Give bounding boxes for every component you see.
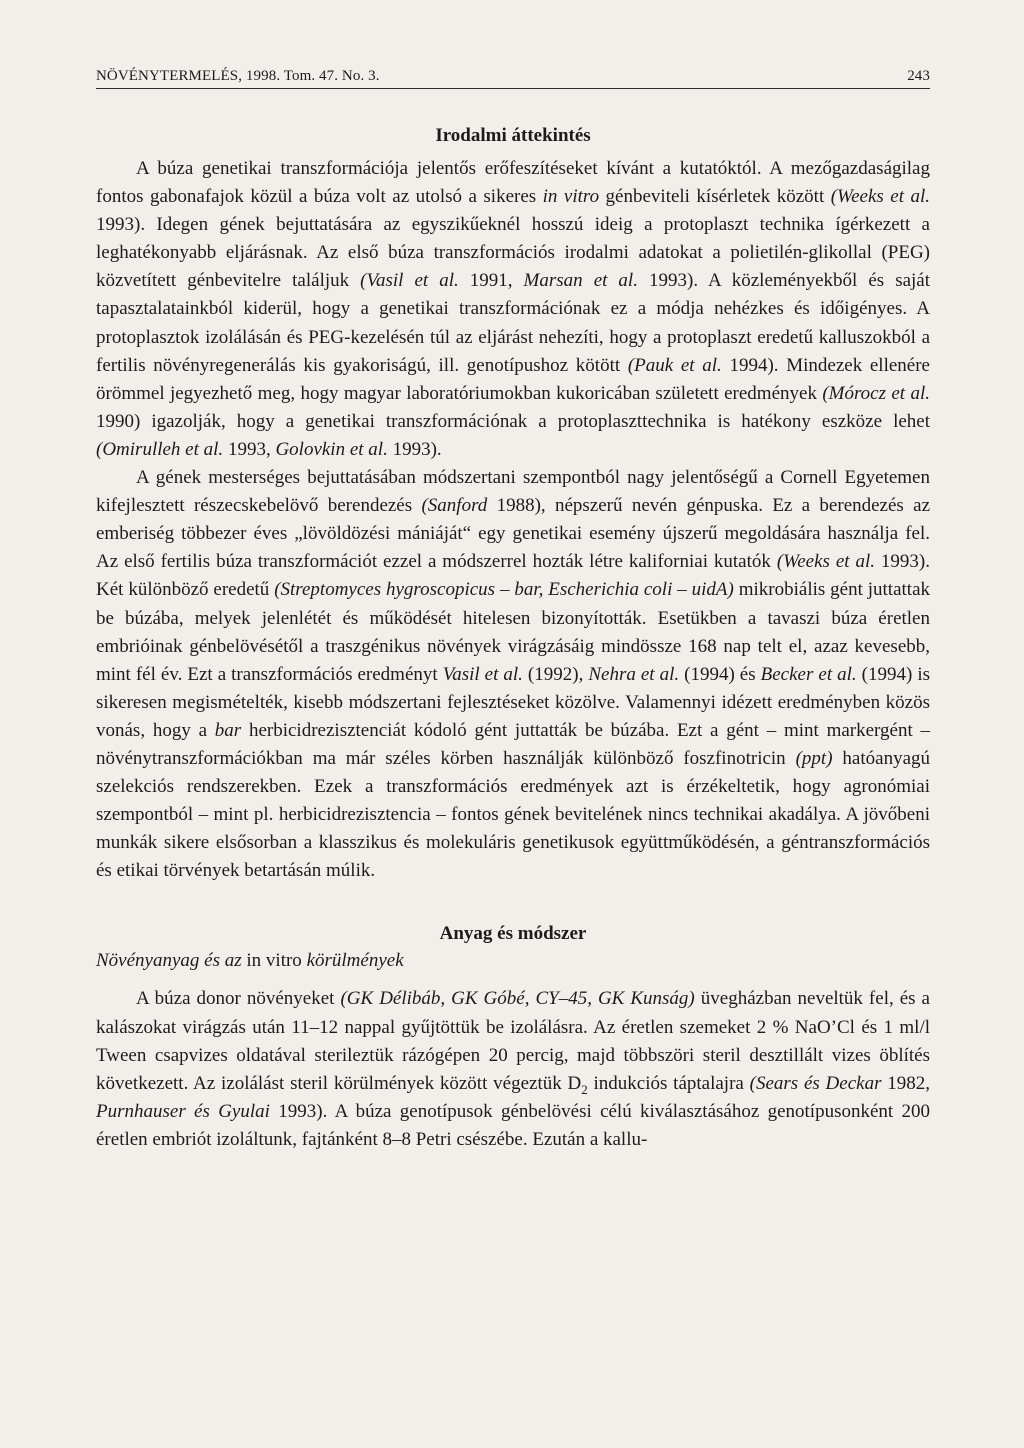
literature-paragraph-2: A gének mesterséges bejuttatásában módszertani szempontból nagy jelentőségű a Cornell Egyetemen kifejlesztett részecskebelövő berendezés (Sanford 1988), népszerű nevén génpuska. Ez a berendezés az emberiség többezer éves „lövöldözési mániáját“ egy genetikai esemény újszerű megoldására használja fel. Az első fertilis búza transzformációt ezzel a módszerrel hozták létre kaliforniai kutatók (Weeks et al. 1993). Két különböző eredetű (Streptomyces hygroscopicus – bar, Escherichia coli – uidA) mikrobiális gént juttattak be búzába, melyek jelenlétét és működését hitelesen bizonyították. Esetükben a tavaszi búza éretlen embrióinak génbelövésétől a traszgénikus növények virágzásáig mindössze 168 nap telt el, azaz kevesebb, mint fél év. Ezt a transzformációs eredményt Vasil et al. (1992), Nehra et al. (1994) és Becker et al. (1994) is sikeresen megismételték, kisebb módszertani fejlesztéseket közölve. Valamennyi idézett eredményben közös vonás, hogy a bar herbicidrezisztenciát kódoló gént juttatták be búzába. Ezt a gént – mint markergént – növénytranszformációkban ma már széles körben használják különböző foszfinotricin (ppt) hatóanyagú szelekciós rendszerekben. Ezek a transzformációs eredmények azt is érzékeltetik, hogy agronómiai szempontból – mint pl. herbicidrezisztencia – fontos gének bevitelének nincs technikai akadálya. A jövőbeni munkák sikere elsősorban a klasszikus és molekuláris genetikusok együttműködésén, a géntranszformációs és etikai törvények betartásán múlik. [96, 467, 931, 882]
methods-paragraph-1: A búza donor növényeket (GK Délibáb, GK Góbé, CY–45, GK Kunság) üvegházban neveltük fel, és a kalászokat virágzás után 11–12 nappal gyűjtöttük be izolálásra. Az éretlen szemeket 2 % NaO’Cl és 1 ml/l Tween csapvizes oldatával sterileztük rázógépen 20 percig, majd többszöri steril desztillált vizes öblítés következett. Az izolálást steril körülmények között végeztük $D_2$ indukciós táptalajra (Sears és Deckar 1982, Purnhauser és Gyulai 1993). A búza genotípusok génbelövési célú kiválasztásához genotípusonként 200 éretlen embriót izoláltunk, fajtánként 8–8 Petri csészébe. Ezután a kallu- [96, 988, 931, 1150]
page [96, 68, 930, 1154]
journal-citation: NÖVÉNYTERMELÉS, 1998. Tom. 47. No. 3. [96, 68, 380, 84]
running-head [96, 68, 930, 89]
subsection-heading-plant-material: Növényanyag és az in vitro körülmények [96, 950, 404, 972]
literature-paragraph-1: A búza genetikai transzformációja jelentős erőfeszítéseket kívánt a kutatóktól. A mezőgazdaságilag fontos gabonafajok közül a búza volt az utolsó a sikeres in vitro génbeviteli kísérletek között (Weeks et al. 1993). Idegen gének bejuttatására az egyszikűeknél hosszú ideig a protoplaszt technika ígérkezett a leghatékonyabb eljárásnak. Az első búza transzformációs irodalmi adatokat a polietilén-glikollal (PEG) közvetített génbevitelre találjuk (Vasil et al. 1991, Marsan et al. 1993). A közleményekből és saját tapasztalatainkból kiderül, hogy a genetikai transzformációnak ez a módja nehézkes és időigényes. A protoplasztok izolálásán és PEG-kezelésén túl az eljárást nehezíti, hogy a protoplaszt eredetű kalluszokból a fertilis növényregenerálás kis gyakoriságú, ill. genotípushoz kötött (Pauk et al. 1994). Mindezek ellenére örömmel jegyezhető meg, hogy magyar laboratóriumokban kukoricában született eredmények (Mórocz et al. 1990) igazolják, hogy a genetikai transzformációnak a protoplaszttechnika is hatékony eszköze lehet (Omirulleh et al. 1993, Golovkin et al. 1993). [96, 158, 931, 460]
section-heading-literature-review: Irodalmi áttekintés [435, 125, 591, 146]
page-number: 243 [907, 68, 930, 84]
section-heading-materials-methods: Anyag és módszer [439, 923, 587, 945]
